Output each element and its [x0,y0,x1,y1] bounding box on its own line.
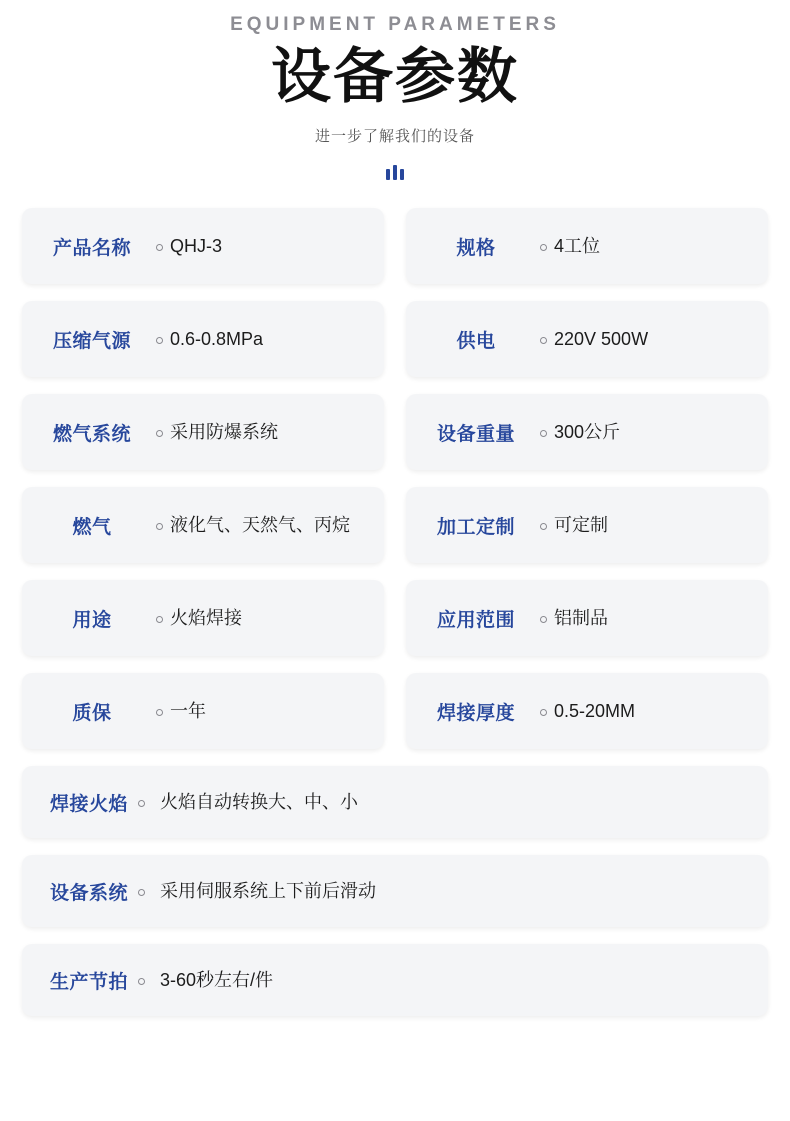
parameter-card [22,580,384,656]
parameter-card [406,394,768,470]
parameter-label: 焊接厚度 [436,702,515,724]
parameter-value: 3-60秒左右/件 [160,969,274,990]
parameter-card [22,301,384,377]
parameter-row [22,394,768,470]
parameter-row [22,580,768,656]
circle-dot-icon [532,240,554,253]
parameter-value: 采用防爆系统 [170,421,278,442]
parameter-value: 液化气、天然气、丙烷 [170,514,350,535]
parameter-card [22,673,384,749]
parameter-row [22,487,768,563]
circle-dot-icon [128,974,154,987]
parameter-value: 0.6-0.8MPa [170,328,264,349]
parameter-label: 生产节拍 [50,971,129,993]
parameter-value: QHJ-3 [170,235,223,256]
parameter-card [22,208,384,284]
parameter-card [406,580,768,656]
circle-dot-icon [532,705,554,718]
parameter-card [22,487,384,563]
parameters-grid [22,208,768,1016]
parameter-value: 可定制 [554,514,608,535]
circle-dot-icon [148,426,170,439]
parameter-value: 220V 500W [554,328,649,349]
page-eyebrow: EQUIPMENT PARAMETERS [230,14,560,35]
parameter-label: 焊接火焰 [50,793,129,815]
parameter-value: 4工位 [554,235,601,256]
divider-bar-1 [386,169,390,180]
circle-dot-icon [148,240,170,253]
parameter-label: 产品名称 [52,237,131,259]
parameter-label: 设备重量 [436,423,515,445]
divider-bars-icon [22,164,768,180]
circle-dot-icon [532,426,554,439]
page-subtitle: 进一步了解我们的设备 [314,128,475,145]
parameter-card-wide [22,944,768,1016]
circle-dot-icon [532,333,554,346]
circle-dot-icon [148,333,170,346]
parameter-label: 加工定制 [436,516,515,538]
page-title: 设备参数 [271,43,519,110]
divider-bar-2 [393,165,397,180]
circle-dot-icon [128,885,154,898]
parameter-label: 设备系统 [50,882,129,904]
circle-dot-icon [532,612,554,625]
parameter-card [22,394,384,470]
parameter-card [406,208,768,284]
circle-dot-icon [148,705,170,718]
parameter-row [22,673,768,749]
parameter-value: 火焰焊接 [170,607,242,628]
circle-dot-icon [148,612,170,625]
divider-bar-3 [400,169,404,180]
parameter-value: 300公斤 [554,421,621,442]
parameter-row [22,301,768,377]
parameter-label: 燃气系统 [52,423,131,445]
parameter-value: 铝制品 [554,607,608,628]
parameter-value: 采用伺服系统上下前后滑动 [160,880,377,901]
parameter-label: 质保 [72,702,112,724]
parameter-card [406,673,768,749]
parameter-label: 应用范围 [436,609,515,631]
circle-dot-icon [148,519,170,532]
parameter-card [406,301,768,377]
page-header [22,0,768,180]
parameter-value: 火焰自动转换大、中、小 [160,791,359,812]
parameter-label: 压缩气源 [52,330,131,352]
circle-dot-icon [532,519,554,532]
parameter-card-wide [22,855,768,927]
parameter-row [22,208,768,284]
circle-dot-icon [128,796,154,809]
parameter-card-wide [22,766,768,838]
parameter-label: 燃气 [72,516,112,538]
parameter-value: 0.5-20MM [554,700,636,721]
parameter-card [406,487,768,563]
parameter-label: 规格 [456,237,496,259]
parameter-value: 一年 [170,700,206,721]
parameter-label: 供电 [456,330,496,352]
parameter-label: 用途 [72,609,112,631]
